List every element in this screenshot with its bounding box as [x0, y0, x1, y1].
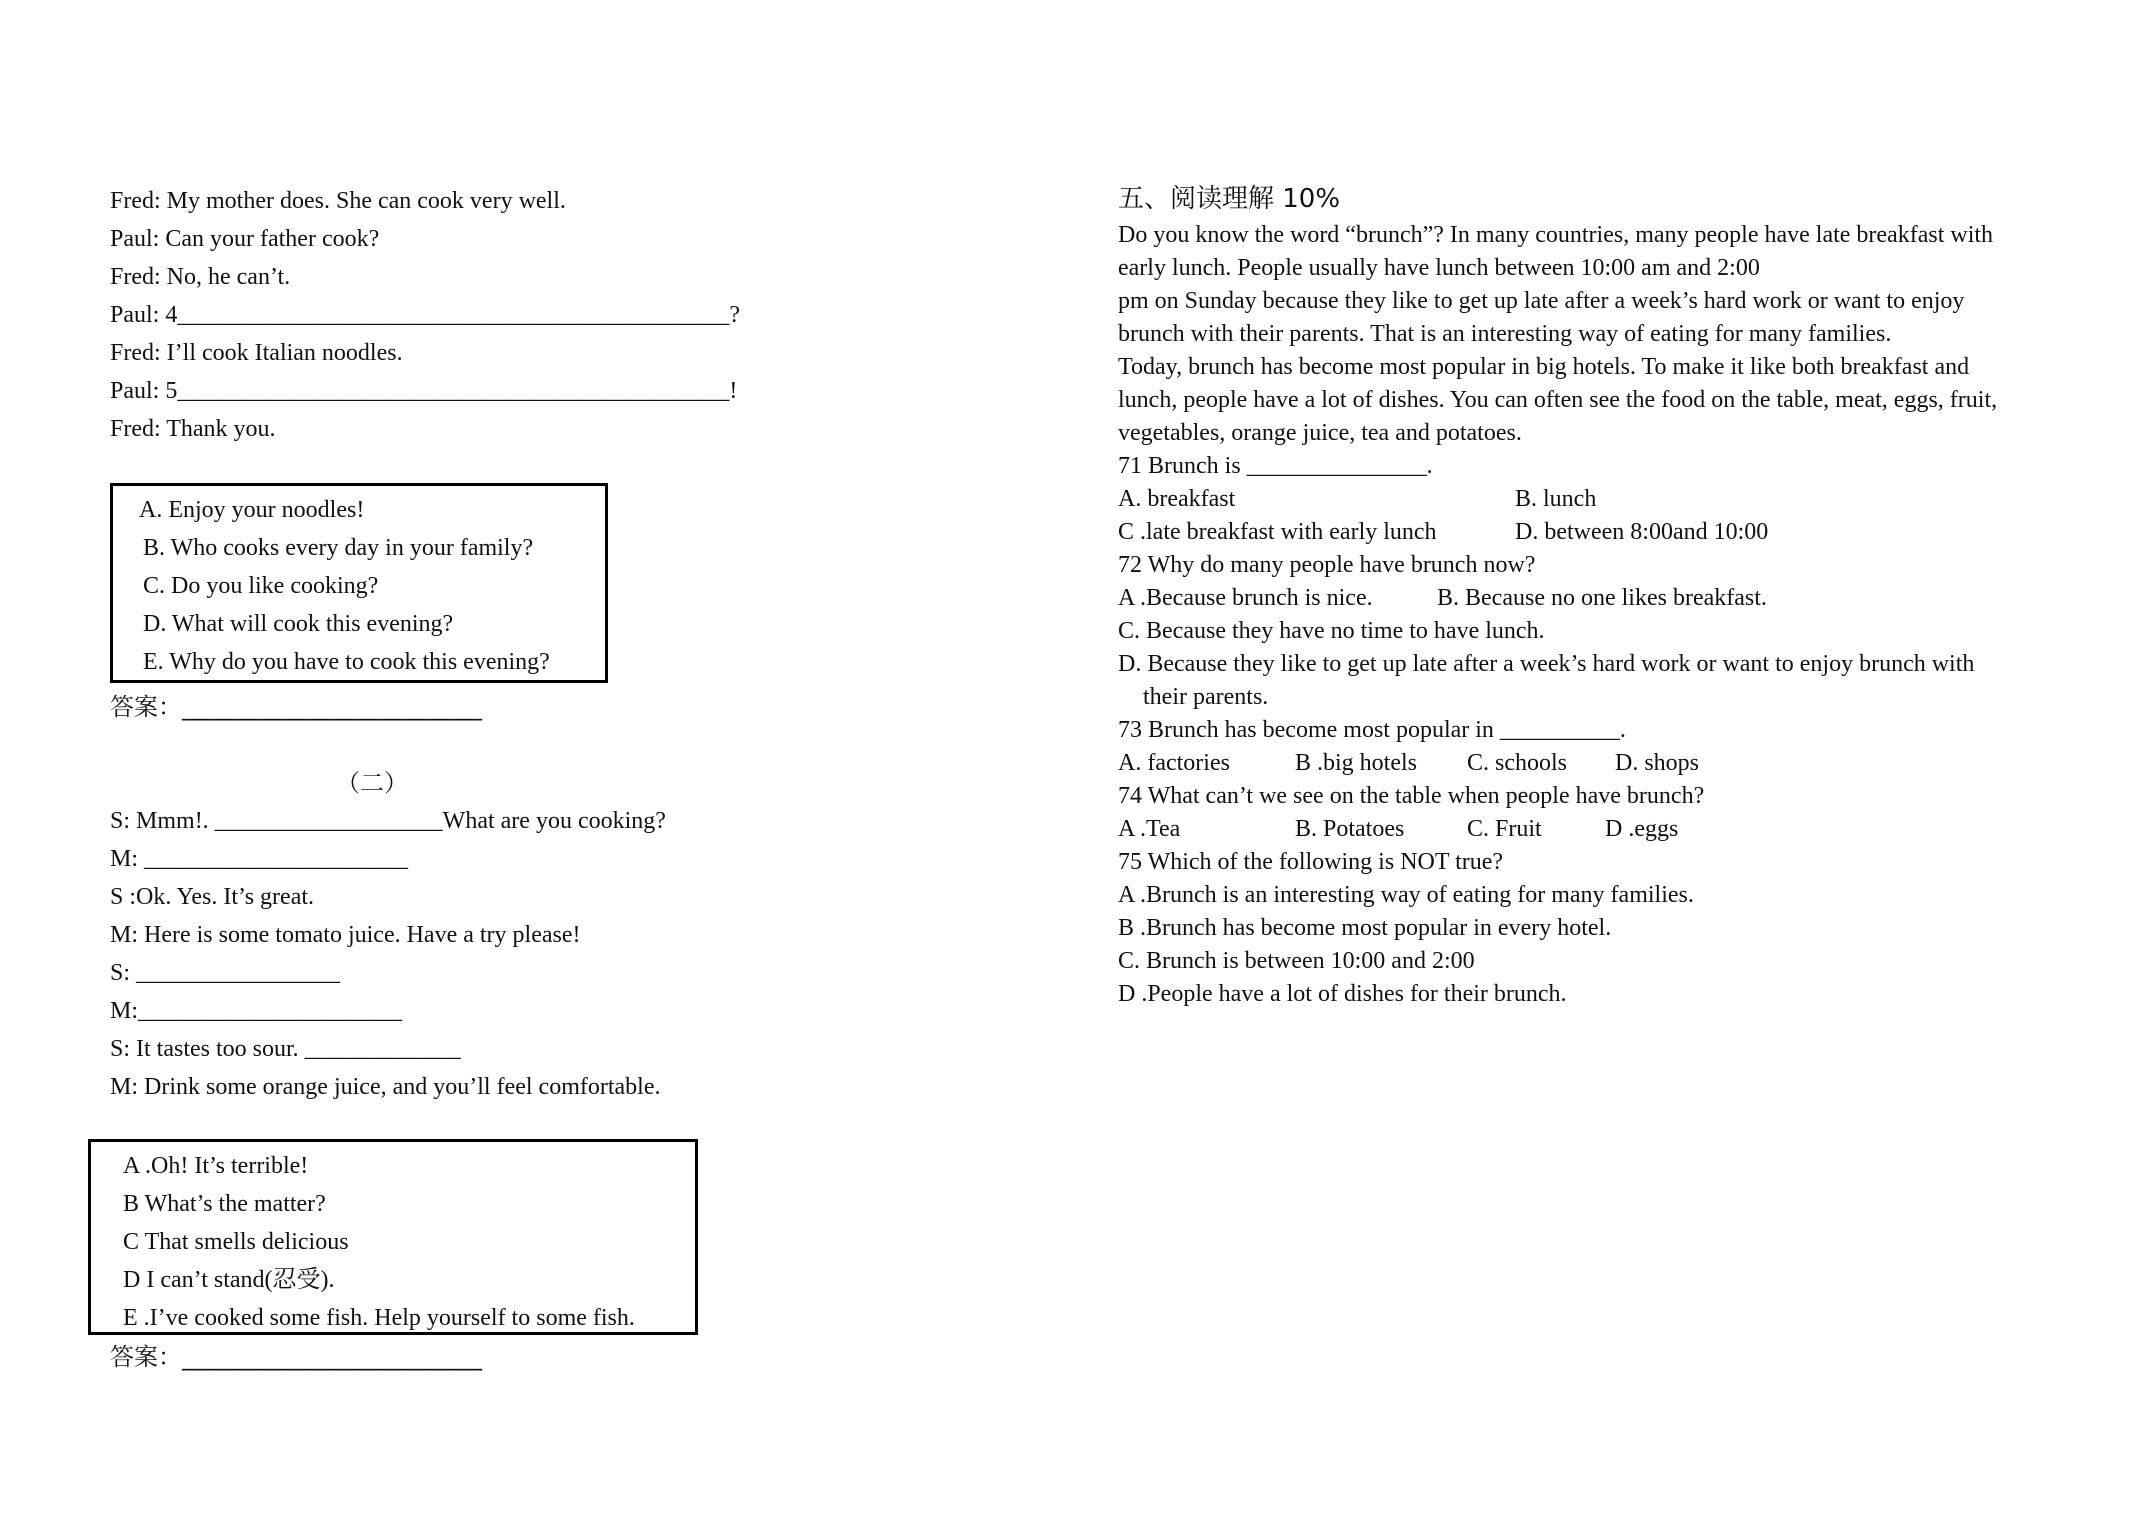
dialog2-line-7: S: It tastes too sour. _____________ — [110, 1036, 461, 1062]
options2-item-e: E .I’ve cooked some fish. Help yourself to some fish. — [123, 1305, 635, 1331]
options2-item-c: C That smells delicious — [123, 1229, 349, 1255]
question-73: 73 Brunch has become most popular in __________. — [1118, 717, 1626, 743]
q75-option-a: A .Brunch is an interesting way of eating for many families. — [1118, 882, 1694, 908]
q74-option-c: C. Fruit — [1467, 816, 1542, 842]
passage-line-1: Do you know the word “brunch”? In many countries, many people have late breakfast with — [1118, 222, 1994, 248]
dialog1-line-5: Fred: I’ll cook Italian noodles. — [110, 340, 403, 366]
options2-item-b: B What’s the matter? — [123, 1191, 326, 1217]
q75-option-b: B .Brunch has become most popular in every hotel. — [1118, 915, 1612, 941]
right-column — [1080, 0, 2150, 1518]
options1-item-d: D. What will cook this evening? — [143, 611, 454, 637]
q71-option-d: D. between 8:00and 10:00 — [1515, 519, 1769, 545]
question-72: 72 Why do many people have brunch now? — [1118, 552, 1536, 578]
dialog2-line-4: M: Here is some tomato juice. Have a try please! — [110, 922, 581, 948]
answer2-line: 答案：_________________________ — [110, 1343, 482, 1371]
q73-option-d: D. shops — [1615, 750, 1700, 776]
dialog2-line-5: S: _________________ — [110, 960, 341, 986]
question-71: 71 Brunch is _______________. — [1118, 453, 1433, 479]
options2-item-d: D I can’t stand(忍受). — [123, 1267, 335, 1293]
options1-item-b: B. Who cooks every day in your family? — [143, 535, 534, 561]
options2-item-a: A .Oh! It’s terrible! — [123, 1153, 309, 1179]
dialog1-line-2: Paul: Can your father cook? — [110, 226, 380, 252]
dialog2-line-3: S :Ok. Yes. It’s great. — [110, 884, 315, 910]
question-74: 74 What can’t we see on the table when people have brunch? — [1118, 783, 1705, 809]
dialog1-line-6: Paul: 5______________________________________________! — [110, 378, 738, 404]
options2-box — [88, 1139, 698, 1335]
options1-item-c: C. Do you like cooking? — [143, 573, 379, 599]
options1-box — [110, 483, 608, 683]
question-75: 75 Which of the following is NOT true? — [1118, 849, 1504, 875]
q73-option-b: B .big hotels — [1295, 750, 1418, 776]
q74-option-d: D .eggs — [1605, 816, 1679, 842]
options1-item-e: E. Why do you have to cook this evening? — [143, 649, 550, 675]
section2-title: （二） — [336, 769, 408, 797]
q74-option-b: B. Potatoes — [1295, 816, 1405, 842]
q73-option-a: A. factories — [1118, 750, 1230, 776]
q72-option-d-line-2: their parents. — [1143, 684, 1269, 710]
dialog1-line-7: Fred: Thank you. — [110, 416, 276, 442]
options1-item-a: A. Enjoy your noodles! — [139, 497, 365, 523]
dialog2-line-6: M:______________________ — [110, 998, 403, 1024]
passage-line-7: vegetables, orange juice, tea and potatoes. — [1118, 420, 1522, 446]
passage-line-5: Today, brunch has become most popular in big hotels. To make it like both breakfast and — [1118, 354, 1970, 380]
q72-option-c: C. Because they have no time to have lunch. — [1118, 618, 1545, 644]
dialog1-line-3: Fred: No, he can’t. — [110, 264, 291, 290]
q71-option-b: B. lunch — [1515, 486, 1597, 512]
q75-option-c: C. Brunch is between 10:00 and 2:00 — [1118, 948, 1475, 974]
dialog2-line-2: M: ______________________ — [110, 846, 409, 872]
q72-option-d-line-1: D. Because they like to get up late after a week’s hard work or want to enjoy brunch with — [1118, 651, 1975, 677]
q74-option-a: A .Tea — [1118, 816, 1181, 842]
q71-option-c: C .late breakfast with early lunch — [1118, 519, 1437, 545]
passage-line-6: lunch, people have a lot of dishes. You can often see the food on the table, meat, eggs, fruit, — [1118, 387, 1998, 413]
passage-line-3: pm on Sunday because they like to get up late after a week’s hard work or want to enjoy — [1118, 288, 1965, 314]
section-heading: 五、阅读理解 10% — [1118, 184, 1341, 214]
dialog2-line-1: S: Mmm!. ___________________What are you cooking? — [110, 808, 666, 834]
q75-option-d: D .People have a lot of dishes for their brunch. — [1118, 981, 1567, 1007]
dialog1-line-1: Fred: My mother does. She can cook very well. — [110, 188, 566, 214]
dialog2-line-8: M: Drink some orange juice, and you’ll feel comfortable. — [110, 1074, 661, 1100]
answer1-line: 答案：_________________________ — [110, 693, 482, 721]
q72-option-b: B. Because no one likes breakfast. — [1437, 585, 1767, 611]
passage-line-4: brunch with their parents. That is an interesting way of eating for many families. — [1118, 321, 1892, 347]
q71-option-a: A. breakfast — [1118, 486, 1236, 512]
dialog1-line-4: Paul: 4______________________________________________? — [110, 302, 740, 328]
passage-line-2: early lunch. People usually have lunch between 10:00 am and 2:00 — [1118, 255, 1760, 281]
q72-option-a: A .Because brunch is nice. — [1118, 585, 1373, 611]
q73-option-c: C. schools — [1467, 750, 1568, 776]
